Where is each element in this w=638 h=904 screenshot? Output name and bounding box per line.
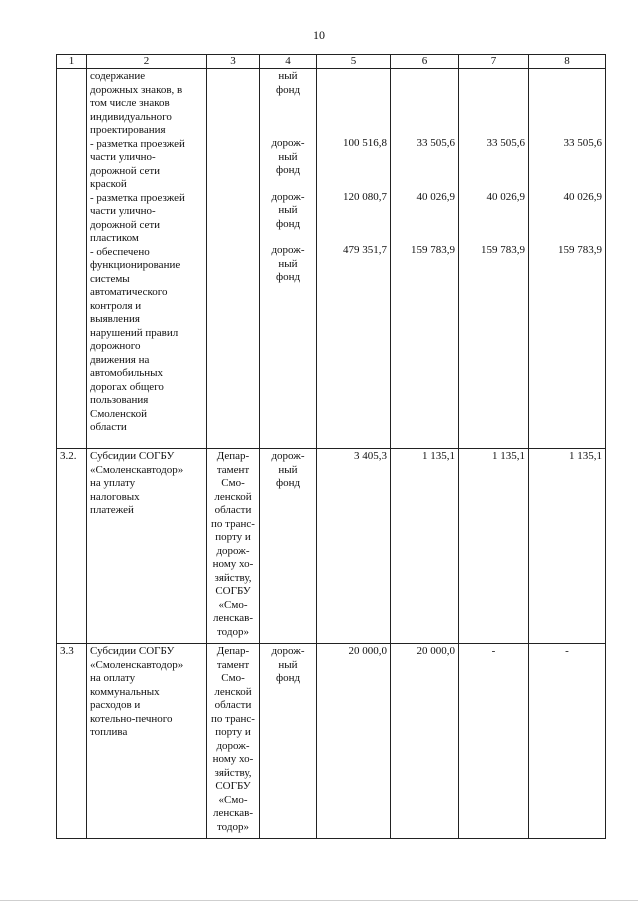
row-v7: -: [459, 644, 529, 839]
header-cell: 4: [260, 55, 317, 69]
item-v5: 100 516,8: [343, 137, 387, 149]
header-cell: 7: [459, 55, 529, 69]
item-fund: дорож- ный фонд: [271, 137, 305, 176]
item-v6: 40 026,9: [416, 190, 455, 203]
row-v5: 3 405,3: [317, 449, 391, 644]
scan-edge-line: [0, 900, 638, 901]
value-cell-6: [391, 69, 459, 449]
fund-cell: [260, 69, 317, 449]
item-v8: 33 505,6: [563, 137, 602, 149]
item-v5: 479 351,7: [343, 244, 387, 256]
header-cell: 8: [529, 55, 606, 69]
item-fund: дорож- ный фонд: [271, 190, 305, 230]
executor-cell: [207, 449, 260, 644]
item-desc: - обеспечено функционирование системы автоматического контроля и выявления нарушений правил дорожного движения на автомобильных дорогах общего пользования Смоленской области: [90, 245, 181, 433]
description-cell: [87, 69, 207, 449]
item-v7: 159 783,9: [481, 244, 525, 256]
row-fund: дорож- ный фонд: [271, 450, 305, 489]
row-desc: Субсидии СОГБУ «Смоленскавтодор» на оплату коммунальных расходов и котельно-печного топлива: [90, 645, 184, 738]
header-cell: 1: [57, 55, 87, 69]
description-cell: [87, 449, 207, 644]
continuation-row: [57, 69, 606, 449]
item-desc: содержание дорожных знаков, в том числе знаков индивидуального проектирования: [90, 70, 183, 136]
value-cell-5: [317, 69, 391, 449]
row-executor: Депар- тамент Смо- ленской области по транс- порту и дорож- ному хо- зяйству, СОГБУ «Смо- ленскав- тодор»: [211, 645, 255, 833]
item-v6: 33 505,6: [416, 137, 455, 149]
row-v8: 1 135,1: [529, 449, 606, 644]
item-desc: - разметка проезжей части улично- дорожной сети пластиком: [90, 191, 185, 244]
header-cell: 3: [207, 55, 260, 69]
row-number: 3.3: [57, 644, 87, 839]
header-cell: 5: [317, 55, 391, 69]
fund-cell: [260, 644, 317, 839]
item-v8: 159 783,9: [558, 244, 602, 256]
table-row: [57, 644, 606, 839]
header-row: [57, 55, 606, 69]
row-executor: Депар- тамент Смо- ленской области по транс- порту и дорож- ному хо- зяйству, СОГБУ «Смо- ленскав- тодор»: [211, 450, 255, 638]
page-number: 10: [313, 28, 325, 42]
row-fund: дорож- ный фонд: [271, 645, 305, 684]
item-fund: дорож- ный фонд: [271, 244, 305, 283]
row-v7: 1 135,1: [459, 449, 529, 644]
item-v5: 120 080,7: [343, 190, 387, 203]
executor-cell: [207, 69, 260, 449]
value-cell-8: [529, 69, 606, 449]
value-cell-7: [459, 69, 529, 449]
executor-cell: [207, 644, 260, 839]
program-table: [56, 54, 606, 839]
row-number-cell: [57, 69, 87, 449]
item-v8: 40 026,9: [563, 190, 602, 203]
fund-cell: [260, 449, 317, 644]
description-cell: [87, 644, 207, 839]
row-v8: -: [529, 644, 606, 839]
row-v6: 1 135,1: [391, 449, 459, 644]
item-v7: 40 026,9: [486, 190, 525, 203]
row-v6: 20 000,0: [391, 644, 459, 839]
row-number: 3.2.: [57, 449, 87, 644]
header-cell: 2: [87, 55, 207, 69]
item-v6: 159 783,9: [411, 244, 455, 256]
header-cell: 6: [391, 55, 459, 69]
item-fund: ный фонд: [275, 70, 301, 96]
row-v5: 20 000,0: [317, 644, 391, 839]
row-desc: Субсидии СОГБУ «Смоленскавтодор» на уплату налоговых платежей: [90, 450, 184, 516]
item-v7: 33 505,6: [486, 137, 525, 149]
table-row: [57, 449, 606, 644]
item-desc: - разметка проезжей части улично- дорожной сети краской: [90, 137, 185, 190]
